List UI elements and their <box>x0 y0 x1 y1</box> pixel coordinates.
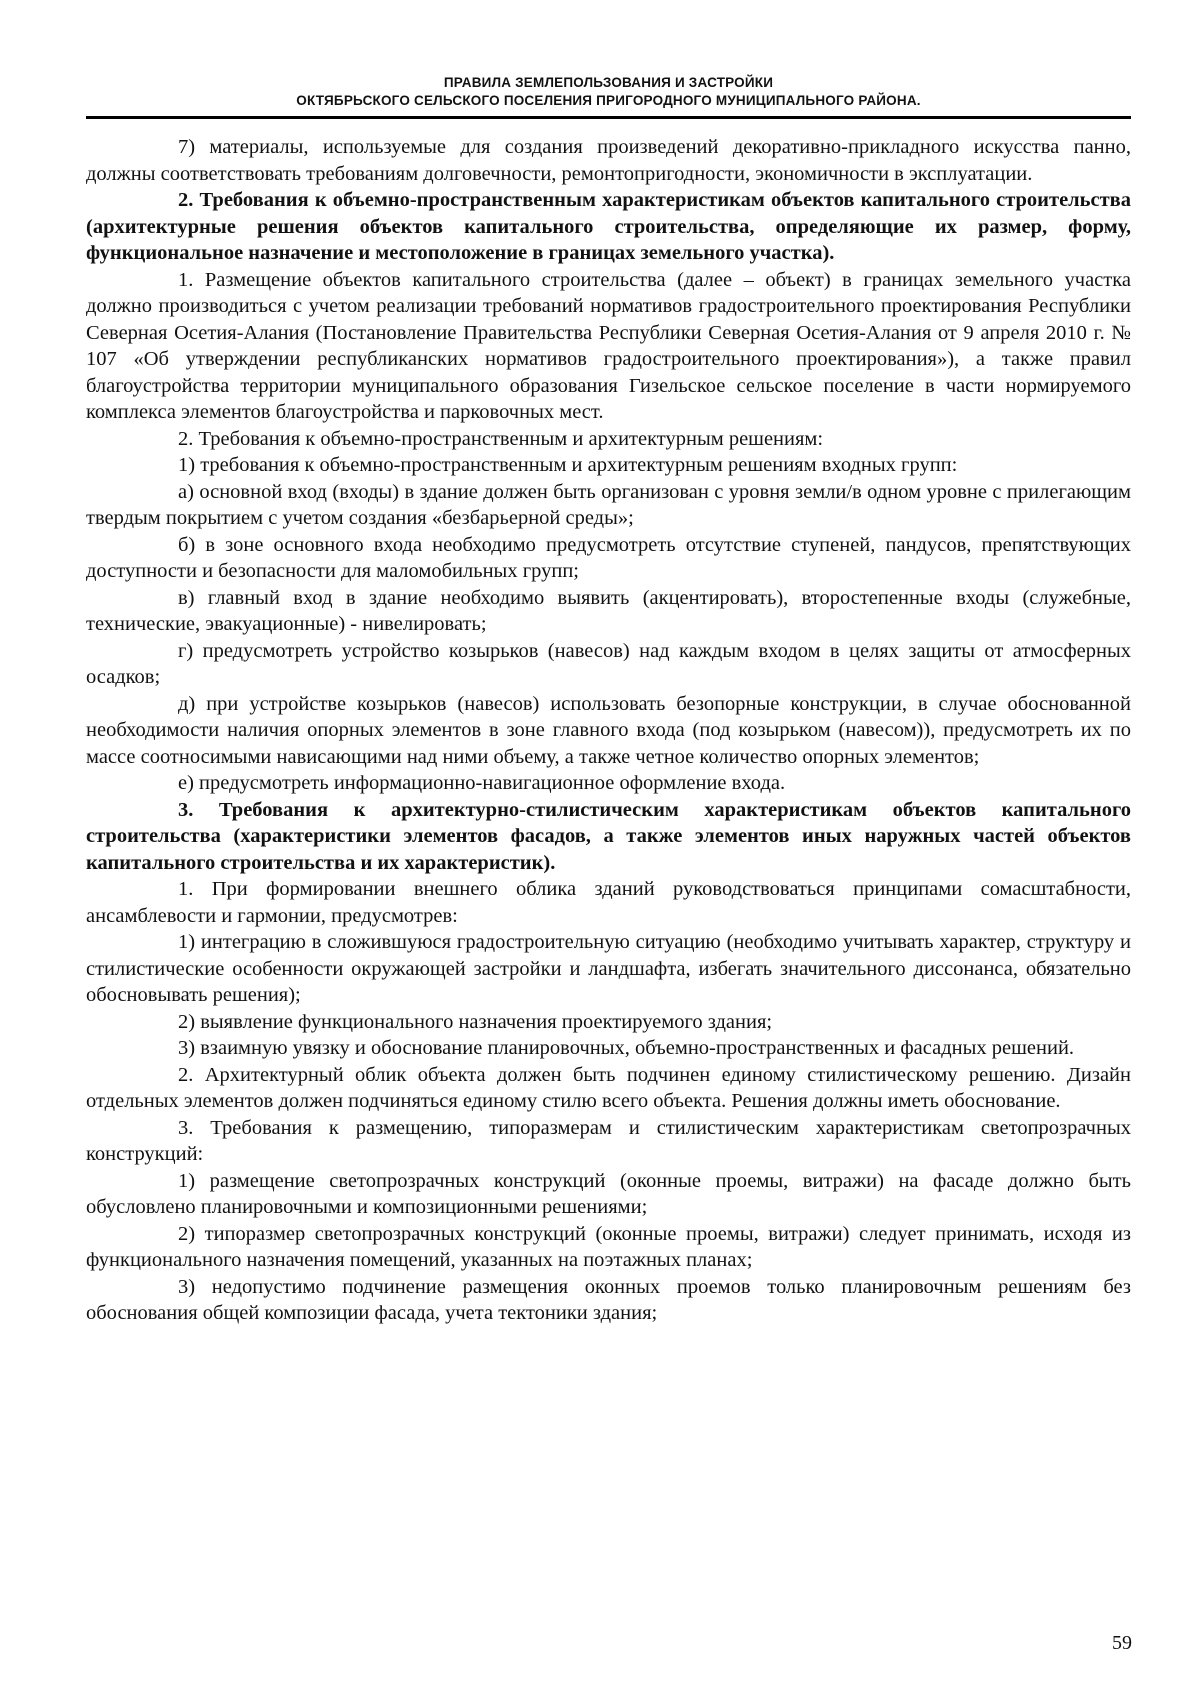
page-number: 59 <box>1112 1632 1132 1654</box>
running-header <box>86 74 1131 110</box>
paragraph: 7) материалы, используемые для создания произведений декоративно-прикладного искусства панно, должны соответствовать требованиям долговечности, ремонтопригодности, экономичности в эксплуатации. <box>86 136 1131 185</box>
paragraph: 2. Требования к объемно-пространственным и архитектурным решениям: <box>178 427 824 450</box>
paragraph: 2) выявление функционального назначения проектируемого здания; <box>178 1010 773 1033</box>
paragraph: 1. При формировании внешнего облика зданий руководствоваться принципами сомасштабности, ансамблевости и гармонии, предусмотрев: <box>86 878 1131 927</box>
paragraph: д) при устройстве козырьков (навесов) использовать безопорные конструкции, в случае обоснованной необходимости наличия опорных элементов в зоне главного входа (под козырьком (навесом)), предусмотреть их по массе соотносимыми нависающими над ними объему, а также четное количество опорных элементов; <box>86 692 1131 768</box>
paragraph: г) предусмотреть устройство козырьков (навесов) над каждым входом в целях защиты от атмосферных осадков; <box>86 639 1131 688</box>
section-heading: 3. Требования к архитектурно-стилистическим характеристикам объектов капитального строительства (характеристики элементов фасадов, а также элементов иных наружных частей объектов капитального строительства и их характеристик). <box>86 798 1131 874</box>
header-line-2: ОКТЯБРЬСКОГО СЕЛЬСКОГО ПОСЕЛЕНИЯ ПРИГОРОДНОГО МУНИЦИПАЛЬНОГО РАЙОНА. <box>296 93 921 108</box>
paragraph: б) в зоне основного входа необходимо предусмотреть отсутствие ступеней, пандусов, препятствующих доступности и безопасности для маломобильных групп; <box>86 533 1131 582</box>
document-body <box>86 134 1131 1327</box>
paragraph: в) главный вход в здание необходимо выявить (акцентировать), второстепенные входы (служебные, технические, эвакуационные) - нивелировать; <box>86 586 1131 635</box>
paragraph: 2. Архитектурный облик объекта должен быть подчинен единому стилистическому решению. Дизайн отдельных элементов должен подчиняться единому стилю всего объекта. Решения должны иметь обоснование. <box>86 1063 1131 1112</box>
paragraph: 1) размещение светопрозрачных конструкций (оконные проемы, витражи) на фасаде должно быть обусловлено планировочными и композиционными решениями; <box>86 1169 1131 1218</box>
section-heading: 2. Требования к объемно-пространственным характеристикам объектов капитального строительства (архитектурные решения объектов капитального строительства, определяющие их размер, форму, функциональное назначение и местоположение в границах земельного участка). <box>86 189 1131 264</box>
paragraph: а) основной вход (входы) в здание должен быть организован с уровня земли/в одном уровне с прилегающим твердым покрытием с учетом создания «безбарьерной среды»; <box>86 480 1131 529</box>
paragraph: 1) интеграцию в сложившуюся градостроительную ситуацию (необходимо учитывать характер, структуру и стилистические особенности окружающей застройки и ландшафта, избегать значительного диссонанса, обязательно обосновывать решения); <box>86 931 1131 1006</box>
paragraph: 3) взаимную увязку и обоснование планировочных, объемно-пространственных и фасадных решений. <box>178 1037 1075 1059</box>
paragraph: 3. Требования к размещению, типоразмерам и стилистическим характеристикам светопрозрачных конструкций: <box>86 1116 1131 1165</box>
paragraph: 1. Размещение объектов капитального строительства (далее – объект) в границах земельного участка должно производиться с учетом реализации требований нормативов градостроительного проектирования Республики Северная Осетия-Алания (Постановление Правительства Республики Северная Осетия-Алания от 9 апреля 2010 г. № 107 «Об утверждении республиканских нормативов градостроительного проектирования»), а также правил благоустройства территории муниципального образования Гизельское сельское поселение в части нормируемого комплекса элементов благоустройства и парковочных мест. <box>86 268 1131 423</box>
paragraph: 2) типоразмер светопрозрачных конструкций (оконные проемы, витражи) следует принимать, исходя из функционального назначения помещений, указанных на поэтажных планах; <box>86 1222 1131 1271</box>
header-rule <box>86 116 1131 119</box>
paragraph: е) предусмотреть информационно-навигационное оформление входа. <box>178 772 786 794</box>
header-line-1: ПРАВИЛА ЗЕМЛЕПОЛЬЗОВАНИЯ И ЗАСТРОЙКИ <box>443 75 774 90</box>
paragraph: 1) требования к объемно-пространственным и архитектурным решениям входных групп: <box>178 454 958 476</box>
paragraph: 3) недопустимо подчинение размещения оконных проемов только планировочным решениям без обоснования общей композиции фасада, учета тектоники здания; <box>86 1275 1131 1324</box>
